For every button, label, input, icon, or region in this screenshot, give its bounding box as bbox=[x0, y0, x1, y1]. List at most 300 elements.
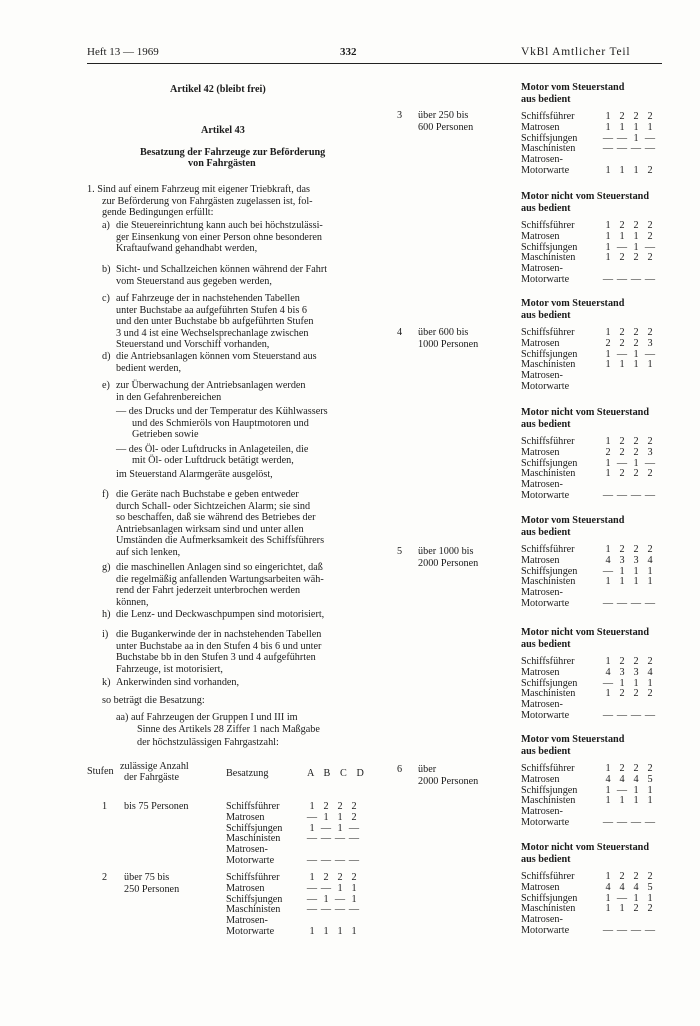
crew-value: — bbox=[616, 348, 628, 360]
crew-value: 2 bbox=[633, 327, 639, 338]
role-label: Schiffsjungen bbox=[521, 784, 578, 796]
fahrgaeste-label: über 1000 bis bbox=[418, 546, 474, 557]
crew-value: 2 bbox=[647, 903, 653, 915]
crew-value: — bbox=[348, 855, 360, 866]
crew-value: — bbox=[616, 925, 628, 936]
crew-value: 1 bbox=[309, 872, 315, 883]
item-line: die Antriebsanlagen können vom Steuerstand aus bbox=[116, 351, 317, 362]
crew-value: 1 bbox=[605, 576, 611, 588]
item-line: können, bbox=[116, 596, 149, 608]
crew-value: 2 bbox=[633, 871, 639, 882]
crew-value: — bbox=[616, 490, 628, 501]
crew-value: 3 bbox=[619, 666, 625, 678]
item-line: zur Überwachung der Antriebsanlagen werden bbox=[116, 380, 306, 391]
crew-value: 1 bbox=[647, 576, 653, 588]
block-heading: aus bedient bbox=[521, 745, 571, 757]
table-head-anzahl-2: der Fahrgäste bbox=[124, 772, 179, 783]
crew-value: 1 bbox=[633, 784, 639, 796]
role-label: Matrosen- bbox=[521, 370, 563, 382]
e-sub-line: mit Öl- oder Luftdruck betätigt werden, bbox=[132, 455, 294, 467]
block-heading: Motor nicht vom Steuerstand bbox=[521, 191, 649, 202]
crew-value: — bbox=[320, 833, 332, 845]
item-key: h) bbox=[102, 609, 111, 620]
crew-value: 1 bbox=[633, 457, 639, 469]
role-label: Matrosen- bbox=[226, 844, 268, 856]
crew-value: — bbox=[644, 598, 656, 609]
stufe-number: 1 bbox=[102, 801, 108, 812]
so-line: so beträgt die Besatzung: bbox=[102, 695, 205, 706]
role-label: Motorwarte bbox=[521, 817, 570, 828]
crew-value: 4 bbox=[647, 554, 653, 566]
crew-value: 2 bbox=[647, 436, 653, 447]
fahrgaeste-label: 2000 Personen bbox=[418, 775, 479, 787]
crew-value: 4 bbox=[619, 881, 625, 893]
crew-value: 2 bbox=[647, 763, 653, 774]
crew-value: — bbox=[348, 822, 360, 834]
crew-value: 2 bbox=[633, 468, 639, 480]
crew-value: 2 bbox=[633, 111, 639, 122]
role-label: Matrosen- bbox=[521, 914, 563, 926]
crew-value: 2 bbox=[633, 252, 639, 264]
crew-value: 5 bbox=[647, 881, 653, 893]
item-line: rend der Fahrt jederzeit unterbrochen werden bbox=[116, 585, 301, 597]
crew-value: — bbox=[320, 904, 332, 916]
crew-value: 3 bbox=[647, 337, 653, 349]
crew-value: — bbox=[630, 274, 642, 285]
crew-value: 1 bbox=[605, 165, 611, 176]
crew-value: — bbox=[320, 882, 332, 894]
item-line: die Geräte nach Buchstabe e geben entweder bbox=[116, 489, 299, 500]
block-heading: aus bedient bbox=[521, 526, 571, 538]
item-line: Kraftaufwand gehandhabt werden, bbox=[116, 243, 258, 255]
crew-value: 4 bbox=[605, 666, 611, 678]
crew-value: 1 bbox=[605, 688, 611, 700]
crew-value: — bbox=[306, 855, 318, 866]
block-heading: aus bedient bbox=[521, 93, 571, 105]
crew-value: — bbox=[602, 132, 614, 144]
e-sub-line: und des Schmieröls von Hauptmotoren und bbox=[132, 417, 309, 429]
crew-value: 2 bbox=[605, 446, 611, 458]
crew-value: 2 bbox=[647, 468, 653, 480]
crew-value: 1 bbox=[619, 359, 625, 371]
crew-value: 1 bbox=[619, 903, 625, 915]
item-line: durch Schall- oder Sichtzeichen Alarm; sie sind bbox=[116, 500, 311, 512]
table-head-col-A: A bbox=[307, 768, 315, 779]
crew-value: 2 bbox=[633, 903, 639, 915]
item-line: ger Einsenkung von einer Person ohne besonderen bbox=[116, 231, 322, 243]
crew-value: 1 bbox=[323, 811, 329, 823]
role-label: Motorwarte bbox=[521, 598, 570, 609]
role-label: Schiffsjungen bbox=[521, 677, 578, 689]
role-label: Maschinisten bbox=[521, 468, 576, 480]
crew-value: — bbox=[644, 348, 656, 360]
crew-value: 2 bbox=[605, 337, 611, 349]
crew-value: — bbox=[644, 490, 656, 501]
aa-line-1: aa) auf Fahrzeugen der Gruppen I und III im bbox=[116, 712, 298, 723]
crew-value: 1 bbox=[619, 165, 625, 176]
role-label: Schiffsjungen bbox=[226, 822, 283, 834]
crew-value: 3 bbox=[633, 666, 639, 678]
table-head-besatzung: Besatzung bbox=[226, 768, 269, 779]
item-line: auf sich lenken, bbox=[116, 547, 181, 558]
fahrgaeste-label: bis 75 Personen bbox=[124, 801, 189, 812]
fahrgaeste-label: über 600 bis bbox=[418, 327, 469, 338]
crew-value: 3 bbox=[619, 554, 625, 566]
role-label: Schiffsführer bbox=[521, 871, 575, 882]
role-label: Maschinisten bbox=[226, 904, 281, 916]
crew-value: 1 bbox=[605, 544, 611, 555]
crew-value: — bbox=[334, 893, 346, 905]
block-heading: aus bedient bbox=[521, 309, 571, 321]
crew-value: — bbox=[306, 904, 318, 916]
crew-value: — bbox=[616, 817, 628, 828]
table-head-stufen: Stufen bbox=[87, 766, 114, 777]
item-line: so beschaffen, daß sie während des Betriebes der bbox=[116, 512, 316, 524]
crew-value: 2 bbox=[619, 468, 625, 480]
crew-value: — bbox=[630, 143, 642, 155]
block-heading: Motor nicht vom Steuerstand bbox=[521, 842, 649, 853]
crew-value: — bbox=[348, 904, 360, 916]
role-label: Matrosen- bbox=[226, 915, 268, 927]
crew-value: 2 bbox=[619, 220, 625, 231]
fahrgaeste-label: 1000 Personen bbox=[418, 338, 479, 350]
role-label: Motorwarte bbox=[521, 165, 570, 176]
header-rule bbox=[87, 63, 662, 64]
crew-value: 1 bbox=[619, 121, 625, 133]
block-heading: Motor vom Steuerstand bbox=[521, 515, 625, 526]
crew-value: 1 bbox=[605, 220, 611, 231]
crew-value: 5 bbox=[647, 773, 653, 785]
article-42-heading: Artikel 42 (bleibt frei) bbox=[170, 84, 266, 95]
crew-value: 1 bbox=[633, 348, 639, 360]
e-end-line: im Steuerstand Alarmgeräte ausgelöst, bbox=[116, 469, 273, 480]
crew-value: 4 bbox=[605, 881, 611, 893]
crew-value: 2 bbox=[647, 656, 653, 667]
item-line: Fahrzeuge, ist motorisiert, bbox=[116, 663, 223, 675]
crew-value: 1 bbox=[605, 903, 611, 915]
crew-value: 4 bbox=[633, 881, 639, 893]
crew-value: — bbox=[644, 457, 656, 469]
role-label: Maschinisten bbox=[521, 903, 576, 915]
item-line: Steuerstand und Vorschiff vorhanden, bbox=[116, 339, 270, 351]
crew-value: — bbox=[602, 598, 614, 609]
crew-value: — bbox=[602, 710, 614, 721]
crew-value: — bbox=[320, 855, 332, 866]
crew-value: 2 bbox=[337, 872, 343, 883]
crew-value: 1 bbox=[633, 677, 639, 689]
crew-value: — bbox=[602, 565, 614, 577]
crew-value: 1 bbox=[633, 576, 639, 588]
crew-value: — bbox=[306, 833, 318, 845]
crew-value: 1 bbox=[605, 241, 611, 253]
crew-value: 2 bbox=[647, 327, 653, 338]
role-label: Schiffsjungen bbox=[521, 892, 578, 904]
table-head-col-D: D bbox=[356, 768, 364, 779]
crew-value: — bbox=[334, 833, 346, 845]
crew-value: 2 bbox=[633, 544, 639, 555]
crew-value: 1 bbox=[351, 882, 357, 894]
crew-value: 2 bbox=[619, 111, 625, 122]
item-line: unter Buchstabe aa aufgeführten Stufen 4 bis 6 bbox=[116, 304, 307, 316]
crew-value: 1 bbox=[323, 926, 329, 937]
header-left: Heft 13 — 1969 bbox=[87, 46, 159, 58]
crew-value: — bbox=[644, 710, 656, 721]
subtitle-line-1: Besatzung der Fahrzeuge zur Beförderung bbox=[140, 147, 326, 158]
role-label: Matrosen- bbox=[521, 479, 563, 491]
crew-value: 2 bbox=[351, 811, 357, 823]
stufe-number: 3 bbox=[397, 110, 403, 121]
role-label: Motorwarte bbox=[521, 381, 570, 392]
crew-value: 1 bbox=[633, 565, 639, 577]
crew-value: 1 bbox=[633, 359, 639, 371]
role-label: Matrosen bbox=[521, 230, 560, 242]
item-line: die Bugankerwinde der in nachstehenden Tabellen bbox=[116, 629, 322, 640]
role-label: Matrosen bbox=[521, 121, 560, 133]
role-label: Schiffsführer bbox=[521, 436, 575, 447]
role-label: Matrosen- bbox=[521, 263, 563, 275]
role-label: Matrosen bbox=[226, 811, 265, 823]
role-label: Schiffsführer bbox=[521, 220, 575, 231]
crew-value: — bbox=[616, 710, 628, 721]
crew-value: — bbox=[644, 274, 656, 285]
crew-value: 2 bbox=[337, 801, 343, 812]
crew-value: 1 bbox=[337, 882, 343, 894]
crew-value: 2 bbox=[647, 165, 653, 176]
item-key: g) bbox=[102, 562, 111, 573]
crew-value: 4 bbox=[633, 773, 639, 785]
crew-value: 1 bbox=[647, 359, 653, 371]
role-label: Matrosen bbox=[521, 666, 560, 678]
block-heading: aus bedient bbox=[521, 418, 571, 430]
role-label: Matrosen- bbox=[521, 587, 563, 599]
table-head-anzahl-1: zulässige Anzahl bbox=[120, 761, 189, 772]
crew-value: — bbox=[616, 457, 628, 469]
item-1-line: zur Beförderung von Fahrgästen zugelassen ist, fol- bbox=[102, 195, 313, 207]
crew-value: 2 bbox=[619, 337, 625, 349]
crew-value: 4 bbox=[605, 773, 611, 785]
item-line: und den unter Buchstabe bb aufgeführten Stufen bbox=[116, 316, 314, 328]
item-key: f) bbox=[102, 489, 109, 500]
crew-value: — bbox=[644, 143, 656, 155]
crew-value: — bbox=[616, 143, 628, 155]
role-label: Schiffsführer bbox=[521, 327, 575, 338]
role-label: Matrosen bbox=[226, 882, 265, 894]
crew-value: 1 bbox=[633, 165, 639, 176]
crew-value: 1 bbox=[337, 926, 343, 937]
item-line: unter Buchstabe aa in den Stufen 4 bis 6 und unter bbox=[116, 640, 322, 652]
stufe-number: 4 bbox=[397, 327, 403, 338]
crew-value: — bbox=[630, 598, 642, 609]
crew-value: 1 bbox=[647, 565, 653, 577]
crew-value: — bbox=[602, 274, 614, 285]
crew-value: 1 bbox=[647, 795, 653, 807]
crew-value: 1 bbox=[619, 677, 625, 689]
item-key: a) bbox=[102, 220, 110, 231]
role-label: Maschinisten bbox=[226, 833, 281, 845]
crew-value: — bbox=[320, 822, 332, 834]
item-line: auf Fahrzeuge der in nachstehenden Tabellen bbox=[116, 293, 300, 304]
crew-value: 1 bbox=[647, 892, 653, 904]
crew-value: 1 bbox=[605, 348, 611, 360]
crew-value: 1 bbox=[605, 468, 611, 480]
e-sub-line: — des Drucks und der Temperatur des Kühlwassers bbox=[116, 406, 328, 417]
crew-value: 1 bbox=[633, 132, 639, 144]
table-head-col-C: C bbox=[340, 768, 347, 779]
crew-value: 1 bbox=[605, 252, 611, 264]
crew-value: — bbox=[630, 925, 642, 936]
role-label: Schiffsführer bbox=[521, 656, 575, 667]
role-label: Matrosen bbox=[521, 337, 560, 349]
crew-value: 3 bbox=[647, 446, 653, 458]
crew-value: — bbox=[334, 855, 346, 866]
crew-value: — bbox=[616, 598, 628, 609]
role-label: Motorwarte bbox=[226, 855, 275, 866]
crew-value: 2 bbox=[619, 688, 625, 700]
role-label: Matrosen- bbox=[521, 154, 563, 166]
crew-value: 1 bbox=[605, 784, 611, 796]
crew-value: 2 bbox=[647, 544, 653, 555]
crew-value: 1 bbox=[351, 926, 357, 937]
crew-value: 2 bbox=[619, 252, 625, 264]
crew-value: 2 bbox=[351, 872, 357, 883]
crew-value: 2 bbox=[619, 436, 625, 447]
role-label: Schiffsjungen bbox=[521, 132, 578, 144]
item-1-line: 1. Sind auf einem Fahrzeug mit eigener Triebkraft, das bbox=[87, 184, 310, 195]
crew-value: 2 bbox=[633, 436, 639, 447]
crew-value: 1 bbox=[647, 784, 653, 796]
role-label: Matrosen- bbox=[521, 699, 563, 711]
crew-value: 1 bbox=[351, 893, 357, 905]
crew-value: 2 bbox=[647, 230, 653, 242]
crew-value: 1 bbox=[605, 230, 611, 242]
crew-value: — bbox=[306, 811, 318, 823]
item-key: c) bbox=[102, 293, 110, 304]
crew-value: 2 bbox=[619, 656, 625, 667]
crew-value: — bbox=[630, 817, 642, 828]
crew-value: 1 bbox=[337, 811, 343, 823]
crew-value: 4 bbox=[647, 666, 653, 678]
header-right: VkBl Amtlicher Teil bbox=[521, 46, 631, 58]
block-heading: Motor vom Steuerstand bbox=[521, 734, 625, 745]
crew-value: 2 bbox=[647, 871, 653, 882]
role-label: Motorwarte bbox=[226, 926, 275, 937]
role-label: Maschinisten bbox=[521, 688, 576, 700]
role-label: Schiffsführer bbox=[521, 763, 575, 774]
crew-value: — bbox=[602, 817, 614, 828]
crew-value: 1 bbox=[605, 892, 611, 904]
crew-value: 1 bbox=[605, 656, 611, 667]
crew-value: 1 bbox=[309, 822, 315, 834]
block-heading: Motor vom Steuerstand bbox=[521, 82, 625, 93]
crew-value: 2 bbox=[619, 871, 625, 882]
crew-value: — bbox=[306, 893, 318, 905]
crew-value: — bbox=[602, 925, 614, 936]
crew-value: — bbox=[348, 833, 360, 845]
crew-value: — bbox=[644, 817, 656, 828]
role-label: Schiffsführer bbox=[226, 801, 280, 812]
crew-value: 2 bbox=[647, 111, 653, 122]
role-label: Schiffsjungen bbox=[521, 457, 578, 469]
article-43-heading: Artikel 43 bbox=[201, 125, 245, 136]
crew-value: — bbox=[616, 274, 628, 285]
role-label: Schiffsjungen bbox=[226, 893, 283, 905]
crew-value: 1 bbox=[619, 565, 625, 577]
role-label: Maschinisten bbox=[521, 795, 576, 807]
item-key: i) bbox=[102, 629, 109, 640]
crew-value: 2 bbox=[647, 252, 653, 264]
crew-value: 2 bbox=[633, 446, 639, 458]
crew-value: 1 bbox=[633, 795, 639, 807]
role-label: Matrosen bbox=[521, 773, 560, 785]
crew-value: — bbox=[616, 241, 628, 253]
item-line: bedient werden, bbox=[116, 362, 182, 374]
crew-value: 2 bbox=[633, 763, 639, 774]
crew-value: 2 bbox=[647, 220, 653, 231]
role-label: Schiffsführer bbox=[521, 544, 575, 555]
item-line: 3 und 4 ist eine Wechselsprechanlage zwischen bbox=[116, 327, 309, 339]
fahrgaeste-label: über 75 bis bbox=[124, 872, 170, 883]
item-line: Antriebsanlagen wirksam sind und unter allen bbox=[116, 523, 304, 535]
crew-value: 1 bbox=[605, 763, 611, 774]
crew-value: 2 bbox=[323, 872, 329, 883]
crew-value: 2 bbox=[647, 688, 653, 700]
crew-value: 2 bbox=[633, 656, 639, 667]
block-heading: Motor nicht vom Steuerstand bbox=[521, 627, 649, 638]
fahrgaeste-label: 250 Personen bbox=[124, 883, 180, 895]
item-key: e) bbox=[102, 380, 110, 391]
fahrgaeste-label: über bbox=[418, 764, 437, 775]
crew-value: 1 bbox=[605, 121, 611, 133]
crew-value: 2 bbox=[619, 544, 625, 555]
crew-value: 1 bbox=[633, 230, 639, 242]
role-label: Maschinisten bbox=[521, 143, 576, 155]
crew-value: 2 bbox=[619, 327, 625, 338]
crew-value: — bbox=[616, 784, 628, 796]
role-label: Motorwarte bbox=[521, 274, 570, 285]
subtitle-line-2: von Fahrgästen bbox=[188, 158, 256, 169]
crew-value: 2 bbox=[619, 763, 625, 774]
crew-value: 1 bbox=[619, 230, 625, 242]
crew-value: 1 bbox=[647, 121, 653, 133]
fahrgaeste-label: über 250 bis bbox=[418, 110, 469, 121]
page-number: 332 bbox=[340, 46, 357, 58]
crew-value: — bbox=[630, 490, 642, 501]
crew-value: 1 bbox=[605, 359, 611, 371]
item-key: d) bbox=[102, 351, 111, 362]
crew-value: 2 bbox=[351, 801, 357, 812]
crew-value: 1 bbox=[605, 871, 611, 882]
crew-value: — bbox=[644, 925, 656, 936]
crew-value: 2 bbox=[633, 220, 639, 231]
role-label: Schiffsjungen bbox=[521, 241, 578, 253]
crew-value: 4 bbox=[619, 773, 625, 785]
crew-value: 2 bbox=[323, 801, 329, 812]
block-heading: Motor vom Steuerstand bbox=[521, 298, 625, 309]
item-line: die maschinellen Anlagen sind so eingerichtet, daß bbox=[116, 562, 323, 573]
role-label: Matrosen bbox=[521, 446, 560, 458]
crew-value: 1 bbox=[647, 677, 653, 689]
item-line: vom Steuerstand aus gegeben werden, bbox=[116, 275, 272, 287]
crew-value: 1 bbox=[323, 893, 329, 905]
role-label: Schiffsjungen bbox=[521, 565, 578, 577]
role-label: Schiffsjungen bbox=[521, 348, 578, 360]
role-label: Matrosen bbox=[521, 881, 560, 893]
item-line: Sicht- und Schallzeichen können während der Fahrt bbox=[116, 264, 328, 275]
crew-value: 1 bbox=[337, 822, 343, 834]
item-line: die Steuereinrichtung kann auch bei höchstzulässi- bbox=[116, 220, 323, 231]
block-heading: aus bedient bbox=[521, 638, 571, 650]
role-label: Matrosen bbox=[521, 554, 560, 566]
